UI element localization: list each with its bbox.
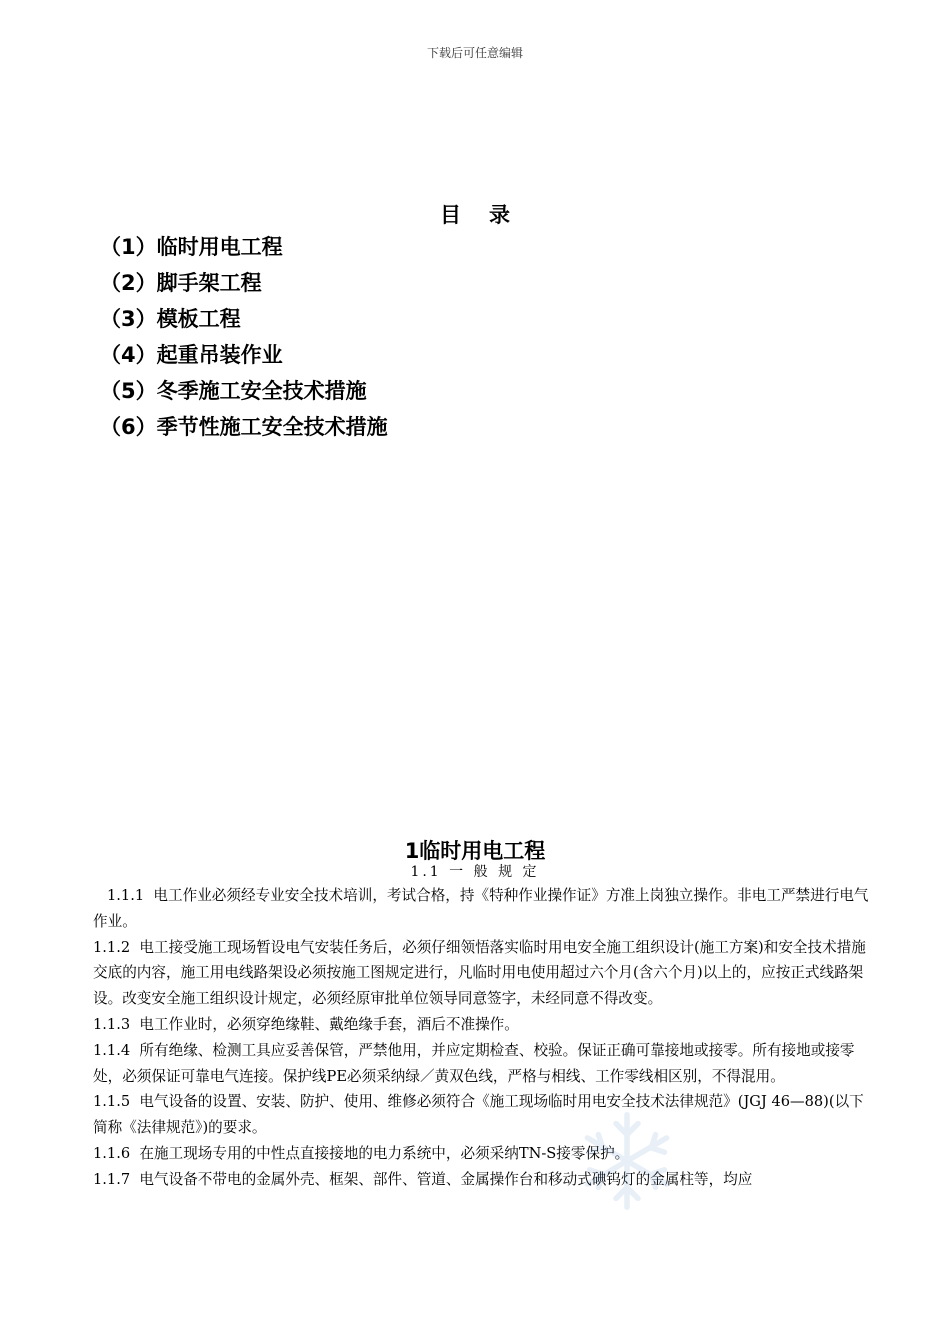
toc-item-6[interactable]: （6）季节性施工安全技术措施 [100,415,388,439]
section-title: 1.1 一 般 规 定 [410,864,540,880]
paragraph-1-1-4: 1.1.4 所有绝缘、检测工具应妥善保管，严禁他用，并应定期检查、校验。保证正确可靠接地或接零。所有接地或接零处，必须保证可靠电气连接。保护线PE必须采纳绿／黄双色线，严格与相线、工作零线相区别，不得混用。 [93,1041,855,1085]
paragraph-1-1-7: 1.1.7 电气设备不带电的金属外壳、框架、部件、管道、金属操作台和移动式碘钨灯的金属柱等，均应 [93,1170,753,1188]
toc-item-5[interactable]: （5）冬季施工安全技术措施 [100,379,367,403]
paragraph-1-1-3: 1.1.3 电工作业时，必须穿绝缘鞋、戴绝缘手套，酒后不准操作。 [93,1015,519,1033]
toc-title-right: 录 [489,203,510,227]
chapter-title: 1临时用电工程 [404,839,546,863]
body-text [93,883,871,1193]
snowflake-watermark-icon [572,1106,682,1216]
toc-list [100,232,900,448]
toc-item-2[interactable]: （2）脚手架工程 [100,271,262,295]
toc-item-3[interactable]: （3）模板工程 [100,307,241,331]
paragraph-1-1-1: 1.1.1 电工作业必须经专业安全技术培训，考试合格，持《特种作业操作证》方准上岗独立操作。非电工严禁进行电气作业。 [93,887,869,930]
toc-item-1[interactable]: （1）临时用电工程 [100,235,283,259]
toc-title [0,199,950,229]
paragraph-1-1-5: 1.1.5 电气设备的设置、安装、防护、使用、维修必须符合《施工现场临时用电安全技术法律规范》(JGJ 46—88)(以下简称《法律规范》)的要求。 [93,1093,864,1137]
paragraph-1-1-6: 1.1.6 在施工现场专用的中性点直接接地的电力系统中，必须采纳TN-S接零保护。 [93,1144,630,1162]
header-note: 下载后可任意编辑 [426,46,523,60]
toc-title-left: 目 [440,203,461,227]
paragraph-1-1-2: 1.1.2 电工接受施工现场暂设电气安装任务后，必须仔细领悟落实临时用电安全施工组织设计(施工方案)和安全技术措施交底的内容，施工用电线路架设必须按施工图规定进行，凡临时用电使用超过六个月(含六个月)以上的，应按正式线路架设。改变安全施工组织设计规定，必须经原审批单位领导同意签字，未经同意不得改变。 [93,938,866,1008]
toc-item-4[interactable]: （4）起重吊装作业 [100,343,283,367]
